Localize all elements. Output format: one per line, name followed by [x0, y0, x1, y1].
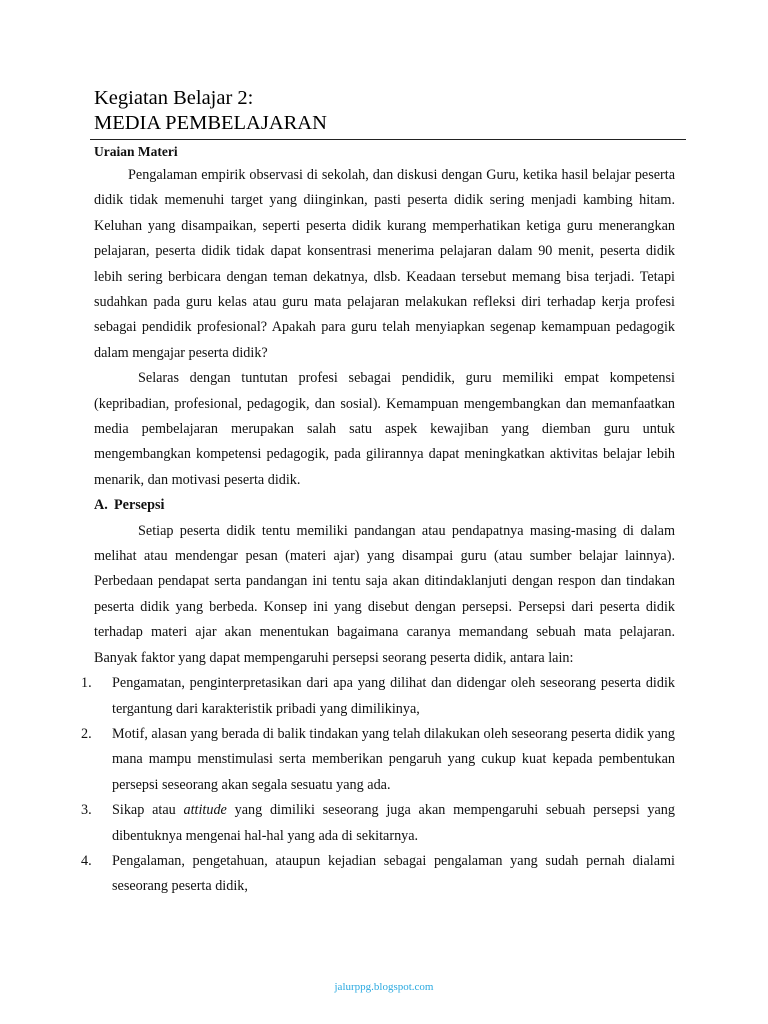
list-item	[81, 671, 675, 722]
section-a-paragraph: Setiap peserta didik tentu memiliki pandangan atau pendapatnya masing-masing di dalam melihat atau mendengar pesan (materi ajar) yang disampai guru (atau sumber belajar lainnya). Perbedaan pendapat serta pandangan ini tentu saja akan ditindaklanjuti dengan respon dan tindakan peserta didik yang berbeda. Konsep ini yang disebut dengan persepsi. Persepsi dari peserta didik terhadap materi ajar akan menentukan bagaimana caranya memandang sebuah mata pelajaran. Banyak faktor yang dapat mempengaruhi persepsi seorang peserta didik, antara lain:	[94, 522, 675, 666]
title-divider	[90, 139, 686, 140]
list-item-text-before: Sikap atau	[112, 802, 184, 819]
title-line-1: Kegiatan Belajar 2:	[94, 87, 254, 109]
list-item	[81, 798, 675, 849]
list-item	[81, 722, 675, 798]
list-item-number: 4.	[81, 852, 92, 869]
list-item-number: 3.	[81, 802, 92, 819]
body-text	[81, 163, 675, 900]
factor-list	[81, 671, 675, 900]
list-item-number: 1.	[81, 675, 92, 692]
title-line-2: MEDIA PEMBELAJARAN	[94, 112, 327, 134]
intro-paragraph-1: Pengalaman empirik observasi di sekolah, dan diskusi dengan Guru, ketika hasil belajar peserta didik tidak memenuhi target yang diinginkan, pasti peserta didik sering menjadi kambing hitam. Keluhan yang disampaikan, seperti peserta didik kurang memperhatikan ketiga guru menerangkan pelajaran, peserta didik tidak dapat konsentrasi menerima pelajaran dalam 90 menit, peserta didik lebih sering berbicara dengan teman dekatnya, dlsb. Keadaan tersebut memang bisa terjadi. Tetapi sudahkan pada guru kelas atau guru mata pelajaran melakukan refleksi diri terhadap kerja profesi sebagai pendidik profesional? Apakah para guru telah menyiapkan segenap kemampuan pedagogik dalam mengajar peserta didik?	[94, 167, 675, 361]
list-item-number: 2.	[81, 725, 92, 742]
section-a-heading	[94, 493, 675, 518]
list-item-italic-term: attitude	[183, 802, 227, 819]
page-title	[94, 86, 327, 136]
list-item-text: Motif, alasan yang berada di balik tindakan yang telah dilakukan oleh seseorang peserta didik yang mana mampu menstimulasi serta memberikan pengaruh yang cukup kuat kepada pembentukan persepsi seseorang akan segala sesuatu yang ada.	[112, 725, 675, 793]
list-item	[81, 849, 675, 900]
list-item-text-after: yang dimiliki seseorang juga akan mempengaruhi sebuah persepsi yang dibentuknya mengenai hal-hal yang ada di sekitarnya.	[112, 802, 675, 844]
section-a-letter: A.	[94, 497, 108, 514]
intro-paragraph-2: Selaras dengan tuntutan profesi sebagai pendidik, guru memiliki empat kompetensi (kepribadian, profesional, pedagogik, dan sosial). Kemampuan mengembangkan dan memanfaatkan media pembelajaran merupakan salah satu aspek kewajiban yang diemban guru untuk mengembangkan kompetensi pedagogik, pada gilirannya dapat meningkatkan aktivitas belajar lebih menarik, dan motivasi peserta didik.	[94, 370, 675, 488]
section-a-title: Persepsi	[114, 497, 165, 514]
subheading: Uraian Materi	[94, 144, 178, 159]
footer-watermark-link[interactable]: jalurppg.blogspot.com	[334, 981, 434, 993]
list-item-text: Pengamatan, penginterpretasikan dari apa yang dilihat dan didengar oleh seseorang peserta didik tergantung dari karakteristik pribadi yang dimilikinya,	[112, 675, 675, 717]
list-item-text: Pengalaman, pengetahuan, ataupun kejadian sebagai pengalaman yang sudah pernah dialami seseorang peserta didik,	[112, 852, 675, 895]
